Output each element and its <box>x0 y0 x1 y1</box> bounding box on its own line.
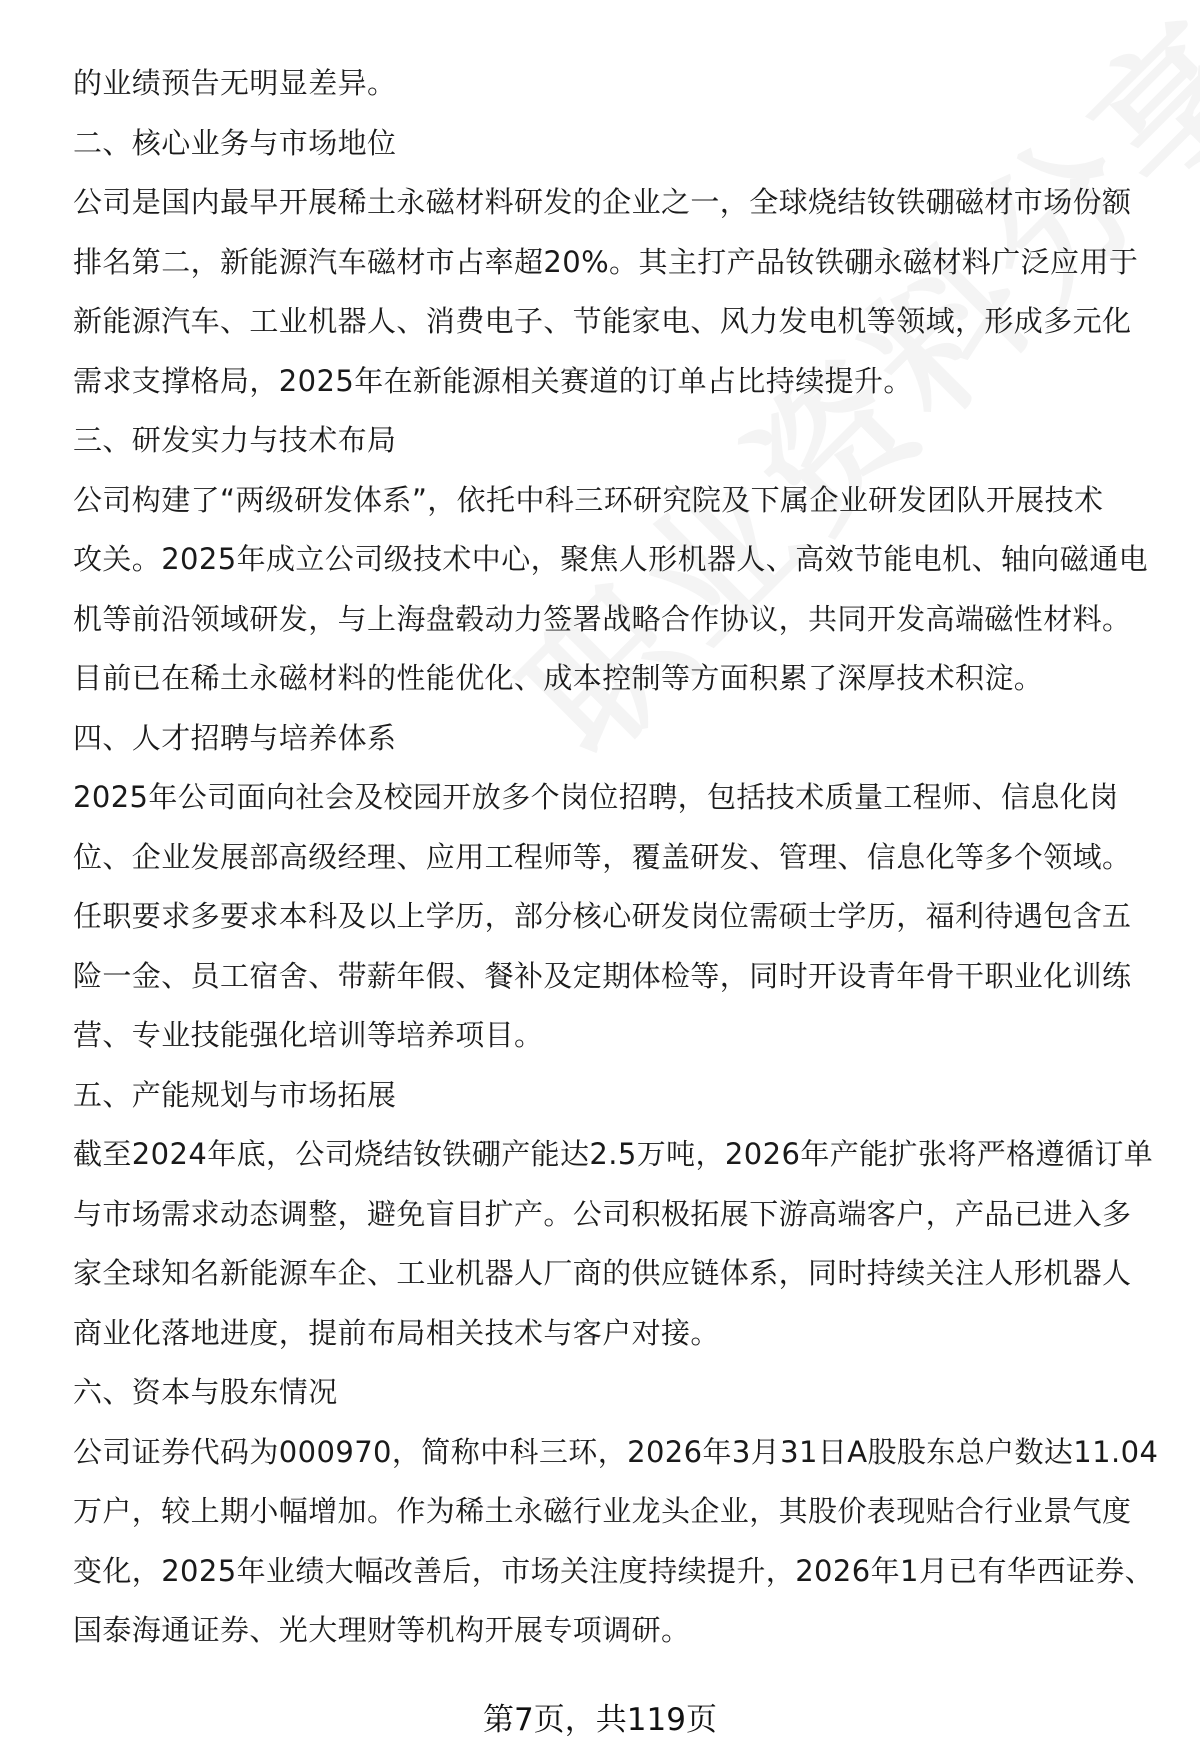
section-heading: 三、研发实力与技术布局 <box>73 423 397 457</box>
text-line: 家全球知名新能源车企、工业机器人厂商的供应链体系，同时持续关注人形机器人 <box>73 1256 1132 1290</box>
page-number: 第7页，共119页 <box>483 1702 717 1738</box>
section-heading: 四、人才招聘与培养体系 <box>73 720 397 755</box>
text-line: 变化，2025年业绩大幅改善后，市场关注度持续提升，2026年1月已有华西证券、 <box>73 1553 1155 1588</box>
text-line: 商业化落地进度，提前布局相关技术与客户对接。 <box>73 1315 720 1350</box>
text-line: 公司构建了“两级研发体系”，依托中科三环研究院及下属企业研发团队开展技术 <box>73 482 1104 517</box>
text-line: 国泰海通证券、光大理财等机构开展专项调研。 <box>73 1613 691 1647</box>
text-line: 万户，较上期小幅增加。作为稀土永磁行业龙头企业，其股价表现贴合行业景气度 <box>73 1494 1132 1528</box>
document-body <box>73 54 1159 1661</box>
text-line: 2025年公司面向社会及校园开放多个岗位招聘，包括技术质量工程师、信息化岗 <box>73 780 1119 814</box>
text-line: 任职要求多要求本科及以上学历，部分核心研发岗位需硕士学历，福利待遇包含五 <box>73 899 1132 933</box>
text-line: 公司是国内最早开展稀土永磁材料研发的企业之一，全球烧结钕铁硼磁材市场份额 <box>73 185 1132 219</box>
text-line: 需求支撑格局，2025年在新能源相关赛道的订单占比持续提升。 <box>73 363 913 398</box>
section-heading: 六、资本与股东情况 <box>73 1375 338 1409</box>
text-line: 新能源汽车、工业机器人、消费电子、节能家电、风力发电机等领域，形成多元化 <box>73 304 1132 338</box>
section-heading: 五、产能规划与市场拓展 <box>73 1077 397 1112</box>
text-line: 营、专业技能强化培训等培养项目。 <box>73 1018 544 1052</box>
text-line: 攻关。2025年成立公司级技术中心，聚焦人形机器人、高效节能电机、轴向磁通电 <box>73 542 1149 576</box>
text-line: 目前已在稀土永磁材料的性能优化、成本控制等方面积累了深厚技术积淀。 <box>73 661 1044 695</box>
text-line: 险一金、员工宿舍、带薪年假、餐补及定期体检等，同时开设青年骨干职业化训练 <box>73 958 1132 993</box>
text-line: 位、企业发展部高级经理、应用工程师等，覆盖研发、管理、信息化等多个领域。 <box>73 839 1132 874</box>
text-line: 与市场需求动态调整，避免盲目扩产。公司积极拓展下游高端客户，产品已进入多 <box>73 1196 1132 1231</box>
section-heading: 二、核心业务与市场地位 <box>73 125 397 160</box>
text-line: 排名第二，新能源汽车磁材市占率超20%。其主打产品钕铁硼永磁材料广泛应用于 <box>73 244 1139 279</box>
text-line: 机等前沿领域研发，与上海盘毂动力签署战略合作协议，共同开发高端磁性材料。 <box>73 601 1132 636</box>
text-line: 公司证券代码为000970，简称中科三环，2026年3月31日A股股东总户数达11.04 <box>73 1434 1159 1469</box>
text-line: 的业绩预告无明显差异。 <box>73 66 397 100</box>
text-line: 截至2024年底，公司烧结钕铁硼产能达2.5万吨，2026年产能扩张将严格遵循订单 <box>73 1137 1154 1171</box>
